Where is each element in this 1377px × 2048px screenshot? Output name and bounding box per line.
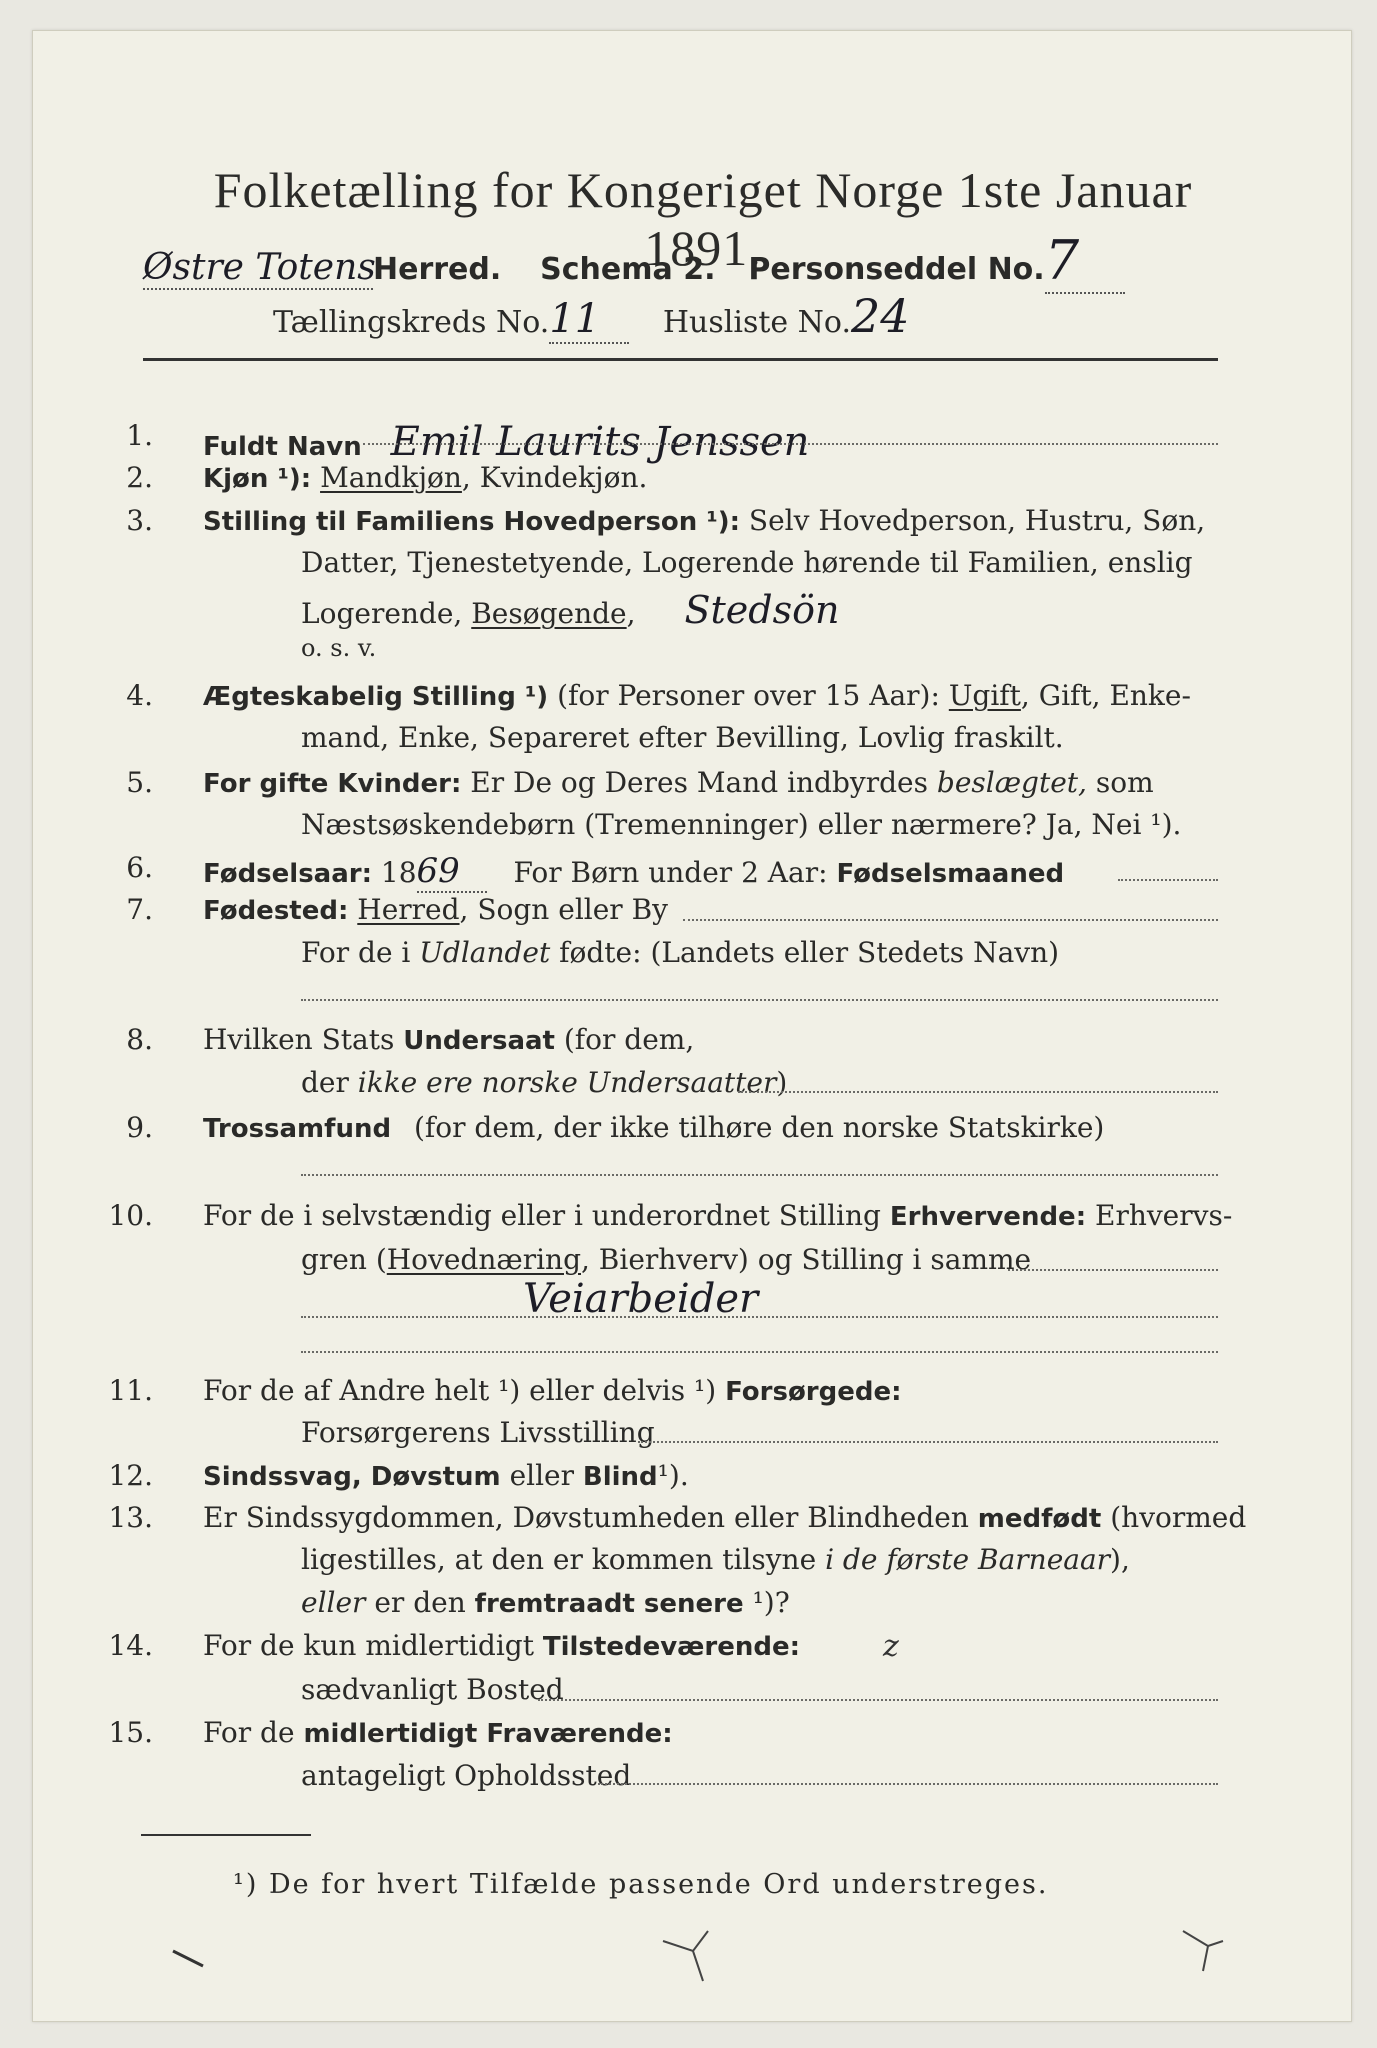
item-3-label: Stilling til Familiens Hovedperson ¹): — [203, 507, 741, 537]
opt-kvindekjon: Kvindekjøn. — [479, 461, 648, 494]
item-14-handwritten-mark: z — [883, 1629, 899, 1664]
item-13-prefix: Er Sindssygdommen, Døvstumheden eller Blindheden — [203, 1501, 969, 1534]
item-8-label: Undersaat — [403, 1026, 555, 1056]
item-15-line-1 — [203, 1716, 673, 1749]
item-11-label: Forsørgede: — [725, 1377, 902, 1407]
opt-besogende: Besøgende — [471, 597, 627, 630]
item-13-paren: ), — [1110, 1543, 1130, 1576]
item-12-label-2: Blind — [582, 1462, 658, 1492]
item-10-line-1 — [203, 1199, 1232, 1232]
item-13-ligestilles: ligestilles, at den er kommen tilsyne — [301, 1543, 817, 1576]
kreds-line — [273, 289, 961, 344]
item-10-label: Erhvervende: — [889, 1202, 1087, 1232]
item-4-options: , Gift, Enke- — [1020, 679, 1191, 712]
item-3-line-3 — [301, 588, 839, 632]
item-3-options-1: Selv Hovedperson, Hustru, Søn, — [748, 504, 1206, 537]
birth-month-label: Fødselsmaaned — [836, 859, 1065, 889]
item-1-number: 1. — [126, 419, 153, 452]
item-7-udlandet: Udlandet — [419, 936, 551, 969]
item-5-question: Er De og Deres Mand indbyrdes — [470, 766, 928, 799]
item-5-som: som — [1095, 766, 1154, 799]
item-7-options: , Sogn eller By — [459, 893, 668, 926]
item-15-number: 15. — [108, 1716, 153, 1749]
item-10-options: , Bierhverv) og Stilling i samme — [581, 1243, 1032, 1276]
item-14-number: 14. — [108, 1629, 153, 1662]
item-8-dotline — [738, 1091, 1218, 1093]
opt-logerende: Logerende, — [301, 597, 463, 630]
item-13-er-den: er den — [374, 1586, 466, 1619]
family-position-value: Stedsön — [684, 588, 840, 632]
herred-label: Herred. — [373, 252, 502, 287]
item-13-label-2: fremtraadt senere — [474, 1589, 744, 1619]
item-14-line-1 — [203, 1629, 800, 1662]
husliste-value: 24 — [851, 289, 910, 343]
item-13-eller: eller — [301, 1586, 366, 1619]
schema-label: Schema 2. — [540, 252, 716, 287]
herred-line — [143, 229, 1125, 294]
item-8-line-1 — [203, 1023, 694, 1056]
birth-year-value: 69 — [417, 851, 487, 893]
item-2-separator: , — [461, 461, 471, 494]
item-13-number: 13. — [108, 1501, 153, 1534]
census-form-sheet — [32, 30, 1352, 2022]
item-6-label: Fødselsaar: — [203, 859, 372, 889]
item-8-paren: ) — [776, 1066, 788, 1099]
header-rule — [143, 358, 1218, 361]
item-14-prefix: For de kun midlertidigt — [203, 1629, 534, 1662]
item-9-label: Trossamfund — [203, 1114, 392, 1144]
item-8-for-dem: (for dem, — [563, 1023, 695, 1056]
item-12-eller: eller — [509, 1459, 574, 1492]
corner-marks — [133, 1911, 1283, 1991]
item-10-dotline-2 — [301, 1316, 1218, 1318]
item-6-dotline — [1118, 879, 1218, 881]
item-1-line — [203, 419, 809, 465]
item-11-line-1 — [203, 1374, 902, 1407]
item-9-line — [203, 1111, 1104, 1144]
item-15-line-2: antageligt Opholdssted — [301, 1759, 632, 1792]
item-15-prefix: For de — [203, 1716, 295, 1749]
opt-mandkjon: Mandkjøn — [320, 461, 462, 494]
item-13-line-2 — [301, 1543, 1130, 1576]
item-7-number: 7. — [126, 893, 153, 926]
item-12-label: Sindssvag, Døvstum — [203, 1462, 501, 1492]
kreds-value: 11 — [549, 296, 629, 344]
item-7-label: Fødested: — [203, 896, 349, 926]
item-12-note: ¹). — [657, 1459, 689, 1492]
item-5-beslaegtet: beslægtet, — [936, 766, 1087, 799]
herred-value: Østre Totens — [143, 247, 376, 288]
item-11-dotline — [638, 1441, 1218, 1443]
item-15-dotline — [598, 1783, 1218, 1785]
item-2-line — [203, 461, 647, 494]
footnote-rule — [141, 1834, 311, 1836]
item-6-children: For Børn under 2 Aar: — [513, 856, 828, 889]
item-4-number: 4. — [126, 679, 153, 712]
item-12-number: 12. — [108, 1459, 153, 1492]
item-14-line-2: sædvanligt Bosted — [301, 1673, 564, 1706]
item-8-prefix: Hvilken Stats — [203, 1023, 395, 1056]
item-5-number: 5. — [126, 766, 153, 799]
item-13-barneaar: i de første Barneaar — [825, 1543, 1111, 1576]
item-6-line — [203, 851, 1064, 893]
opt-ugift: Ugift — [948, 679, 1021, 712]
item-11-number: 11. — [108, 1374, 153, 1407]
item-7-dotline — [683, 919, 1218, 921]
item-4-condition: (for Personer over 15 Aar): — [557, 679, 940, 712]
birth-year-prefix: 18 — [380, 856, 417, 889]
item-10-dotline-3 — [301, 1351, 1218, 1353]
footnote: ¹) De for hvert Tilfælde passende Ord understreges. — [233, 1869, 1049, 1900]
item-11-line-2: Forsørgerens Livsstilling — [301, 1416, 655, 1449]
item-5-label: For gifte Kvinder: — [203, 769, 462, 799]
item-3-number: 3. — [126, 504, 153, 537]
corner-mark-right — [1183, 1931, 1223, 1971]
occupation-value: Veiarbeider — [523, 1276, 759, 1322]
item-12-line — [203, 1459, 689, 1492]
item-4-label: Ægteskabelig Stilling ¹) — [203, 682, 549, 712]
item-1-label: Fuldt Navn — [203, 432, 362, 462]
item-10-gren: gren ( — [301, 1243, 387, 1276]
item-2-label: Kjøn ¹): — [203, 464, 312, 494]
item-7-for-de-i: For de i — [301, 936, 411, 969]
item-8-non-citizens: ikke ere norske Undersaatter — [357, 1066, 777, 1099]
item-9-dotline — [301, 1174, 1218, 1176]
item-13-note: ¹)? — [752, 1586, 790, 1619]
item-4-line-1 — [203, 679, 1191, 712]
item-14-dotline — [538, 1699, 1218, 1701]
item-14-label: Tilstedeværende: — [542, 1632, 801, 1662]
item-3-comma: , — [626, 597, 636, 630]
item-1-dotline — [363, 443, 1218, 445]
corner-mark-left — [173, 1951, 203, 1966]
personseddel-label: Personseddel No. — [748, 252, 1045, 287]
husliste-label: Husliste No. — [662, 305, 852, 340]
item-10-erhvervs: Erhvervs- — [1095, 1199, 1233, 1232]
kreds-label: Tællingskreds No. — [273, 305, 550, 340]
item-13-label: medfødt — [977, 1504, 1102, 1534]
item-8-der: der — [301, 1066, 349, 1099]
item-6-number: 6. — [126, 851, 153, 884]
corner-mark-center — [663, 1931, 708, 1981]
item-13-line-1 — [203, 1501, 1246, 1534]
full-name-value: Emil Laurits Jenssen — [390, 419, 810, 465]
item-10-prefix: For de i selvstændig eller i underordnet Stilling — [203, 1199, 881, 1232]
personseddel-value: 7 — [1045, 229, 1125, 294]
item-4-line-2: mand, Enke, Separeret efter Bevilling, Lovlig fraskilt. — [301, 721, 1064, 754]
item-10-number: 10. — [108, 1199, 153, 1232]
item-9-number: 9. — [126, 1111, 153, 1144]
item-10-line-2 — [301, 1243, 1031, 1276]
item-7-line-1 — [203, 893, 668, 926]
item-7-line-2 — [301, 936, 1059, 969]
item-3-line-1 — [203, 504, 1205, 537]
item-9-note: (for dem, der ikke tilhøre den norske Statskirke) — [414, 1111, 1105, 1144]
item-3-line-2: Datter, Tjenestetyende, Logerende hørende til Familien, enslig — [301, 546, 1193, 579]
item-10-dotline-1 — [1008, 1269, 1218, 1271]
form-title: Folketælling for Kongeriget Norge 1ste Januar 1891. — [213, 162, 1193, 276]
item-8-number: 8. — [126, 1023, 153, 1056]
item-7-foreign-note: fødte: (Landets eller Stedets Navn) — [559, 936, 1060, 969]
item-11-prefix: For de af Andre helt ¹) eller delvis ¹) — [203, 1374, 717, 1407]
item-13-line-3 — [301, 1586, 790, 1619]
item-15-label: midlertidigt Fraværende: — [303, 1719, 673, 1749]
item-5-line-2: Næstsøskendebørn (Tremenninger) eller nærmere? Ja, Nei ¹). — [301, 808, 1182, 841]
opt-herred: Herred — [357, 893, 460, 926]
item-7-dotline-2 — [301, 999, 1218, 1001]
item-5-line-1 — [203, 766, 1154, 799]
item-13-hvormed: (hvormed — [1110, 1501, 1247, 1534]
item-8-line-2 — [301, 1066, 787, 1099]
opt-hovednaering: Hovednæring — [386, 1243, 581, 1276]
item-3-line-4: o. s. v. — [301, 634, 377, 662]
item-2-number: 2. — [126, 461, 153, 494]
